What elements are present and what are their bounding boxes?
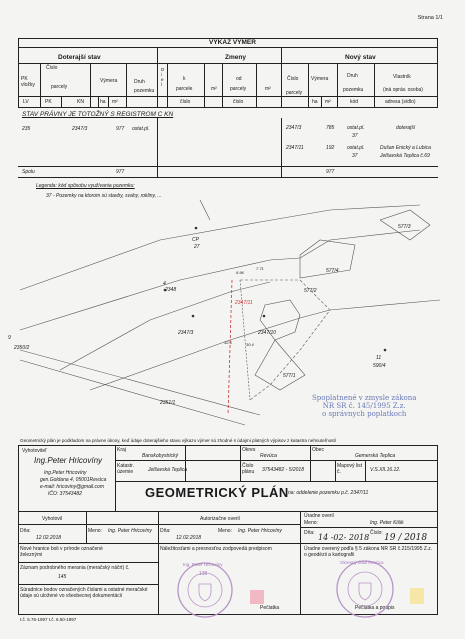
label-577-1: 577/1 bbox=[283, 373, 296, 379]
new-row2-parcela: 2347/11 bbox=[286, 145, 304, 151]
section-new: Nový stav bbox=[345, 54, 376, 61]
form-codes: t.č. 5.76-1997 t.č. 6.50-1997 bbox=[20, 617, 77, 622]
autorizacne-label: Autorizačne overil bbox=[200, 516, 240, 522]
label-9: 9 bbox=[8, 335, 11, 341]
uradne-meno-label: Meno: bbox=[304, 520, 318, 526]
hdr-m2: m² bbox=[112, 99, 118, 105]
uradne-text: Úradne overený podľa § 5 zákona NR SR č.215/1995 Z.z. o geodézii a kartografii bbox=[304, 546, 433, 558]
hdr-parcele: parcele bbox=[176, 86, 193, 92]
vyhotovil-dna-label: Dňa: bbox=[20, 528, 31, 534]
hdr-k: k bbox=[183, 76, 186, 82]
hdr-parcely-chg: parcely bbox=[230, 86, 247, 92]
hdr-pozemku-new: pozemku bbox=[343, 87, 364, 93]
cislo-value: 19 / 2018 bbox=[384, 533, 428, 543]
mapovy-list-label: Mapový list č. bbox=[337, 463, 363, 475]
hdr-m2-chg2: m² bbox=[265, 86, 271, 92]
row-m2: 977 bbox=[116, 126, 125, 132]
kraj-value: Banskobystrický bbox=[142, 453, 179, 459]
stamp-mark-right bbox=[410, 588, 424, 604]
new-row2-druh: ostat.pl. bbox=[347, 145, 365, 151]
uradne-label: Úradne overil bbox=[304, 513, 334, 519]
new-row2-adresa: Jelšavská Teplica č.69 bbox=[380, 153, 430, 159]
hdr-cislo-chg2: číslo bbox=[233, 99, 244, 105]
obec-value: Gemerská Teplica bbox=[355, 453, 396, 459]
autor-meno: Ing. Peter Hricovíny bbox=[238, 528, 282, 534]
new-row1-vlastnik: doterajší bbox=[396, 125, 416, 131]
new-boundaries-right: Náležitosťami a presnosťou zodpovedá predpisom bbox=[160, 546, 272, 552]
label-2347-11: 2347/11 bbox=[235, 300, 253, 306]
label-2347-3: 2347/3 bbox=[178, 330, 194, 336]
page-number: Strana 1/1 bbox=[417, 15, 443, 21]
katuz-label: Katastr. územie bbox=[117, 463, 134, 475]
autor-dna-label: Dňa: bbox=[160, 528, 171, 534]
vyhotovil-label: Vyhotovil bbox=[42, 516, 63, 522]
vyhotovil-meno-label: Meno: bbox=[88, 528, 102, 534]
katuz-value: Jelšavská Teplica bbox=[148, 467, 188, 473]
label-d3: 32.6 bbox=[224, 340, 232, 345]
new-row1-kod: 37 bbox=[352, 133, 358, 139]
sum-new: 977 bbox=[326, 169, 335, 175]
fee-stamp bbox=[312, 394, 416, 418]
vyhotovitel-line1: Ing.Peter Hricovíny bbox=[44, 470, 87, 476]
label-2347-10: 2347/10 bbox=[258, 330, 277, 336]
vyhotovitel-line3: e-mail: hricoviny@gmail.com bbox=[40, 484, 104, 490]
legend-title: Legenda: kód spôsobu využívania pozemku: bbox=[36, 183, 135, 189]
label-590-4: 590/4 bbox=[373, 363, 386, 369]
label-577-3: 577/3 bbox=[398, 224, 411, 230]
vyhotovitel-label: Vyhotoviteľ bbox=[22, 448, 47, 454]
fee-stamp-line1: Spoplatnené v zmysle zákona bbox=[312, 394, 417, 402]
obec-label: Obec bbox=[312, 447, 324, 453]
new-row2-m2: 192 bbox=[326, 145, 335, 151]
new-row1-druh: ostat.pl. bbox=[347, 125, 365, 131]
hdr-kn: KN bbox=[77, 99, 84, 105]
fee-stamp-line2: NR SR č. 145/1995 Z.z. bbox=[322, 402, 406, 410]
hdr-vlastnik: Vlastník bbox=[393, 74, 411, 80]
hdr-vlastnik-sub: (iná opráv. osoba) bbox=[383, 87, 423, 93]
hdr-druh-new: Druh bbox=[347, 73, 358, 79]
uradne-dna-label: Dňa: bbox=[304, 530, 315, 536]
registry-banner: STAV PRÁVNY JE TOTOŽNÝ S REGISTROM C KN bbox=[22, 111, 174, 118]
uradne-meno: Ing. Peter Kišik bbox=[370, 520, 404, 526]
hdr-m2-chg1: m² bbox=[211, 86, 217, 92]
section-existing: Doterajší stav bbox=[58, 54, 101, 61]
hdr-cislo-new: Číslo bbox=[287, 76, 299, 82]
label-2348: 2348 bbox=[165, 287, 177, 293]
hdr-parcely: parcely bbox=[51, 84, 68, 90]
label-2351-1: 2351/1 bbox=[160, 400, 176, 406]
zaznam-value: 145 bbox=[58, 574, 67, 580]
autor-date: 12.02.2018 bbox=[176, 535, 202, 541]
kraj-label: Kraj bbox=[117, 447, 126, 453]
label-d4: 30.4 bbox=[246, 342, 254, 347]
vyhotovitel-name: Ing.Peter Hricovíny bbox=[34, 456, 103, 465]
footer-note: Geometrický plán je podkladom na právne úkony, keď údaje doterajšieho stavu výkazu výmer sú zhodné s údajmi platných výpisov z katastra nehnuteľností bbox=[20, 438, 337, 443]
office-stamp bbox=[325, 558, 405, 620]
hdr-parcely-new: parcely bbox=[286, 90, 303, 96]
fee-stamp-line3: o správnych poplatkoch bbox=[322, 410, 407, 418]
plan-title: GEOMETRICKÝ PLÁN bbox=[145, 485, 289, 500]
hdr-adresa: adresa (sídlo) bbox=[385, 99, 416, 105]
vykaz-table bbox=[18, 38, 438, 108]
label-27: 27 bbox=[194, 244, 200, 250]
hdr-ha-new: ha bbox=[312, 99, 318, 105]
cislo-label: Číslo: bbox=[370, 530, 383, 536]
label-d1: 6.96 bbox=[236, 270, 244, 275]
vyhotovitel-line4: IČO: 37543482 bbox=[48, 491, 82, 497]
uradne-date: 14 -02- 2018 bbox=[318, 533, 370, 542]
hdr-ha: ha bbox=[100, 99, 106, 105]
suradnice-label: Súradnice bodov označených číslami a ostatné meračské údaje sú uložené vo všeobecnej dokumentácii bbox=[20, 587, 148, 599]
surveyor-stamp bbox=[165, 560, 245, 620]
label-577-2: 577/2 bbox=[304, 288, 317, 294]
okres-value: Revúca bbox=[260, 453, 277, 459]
peciatka-podpis-label: Pečiatka a podpis bbox=[355, 605, 395, 611]
label-2350-2: 2350/2 bbox=[14, 345, 30, 351]
vyhotovil-date: 12.02.2018 bbox=[36, 535, 62, 541]
hdr-m2-new: m² bbox=[325, 99, 331, 105]
cislo-planu-value: 37543482 - 5/2018 bbox=[262, 467, 304, 473]
hdr-cislo: Číslo bbox=[46, 65, 58, 71]
hdr-pk: PK bbox=[45, 99, 52, 105]
label-cp: CP bbox=[192, 237, 199, 243]
hdr-lv: LV bbox=[23, 99, 29, 105]
label-11: 11 bbox=[376, 355, 382, 361]
new-boundaries-label: Nové hranice boli v prírode označené železnými bbox=[20, 546, 103, 558]
new-row1-m2: 785 bbox=[326, 125, 335, 131]
mapovy-list-value: V.S.XII.16.12. bbox=[370, 467, 401, 473]
peciatka-label: Pečiatka bbox=[260, 605, 280, 611]
surveyor-stamp-text: Ing. Peter Hricovíny bbox=[183, 562, 223, 567]
row-lv: 235 bbox=[22, 126, 31, 132]
sum-existing: 977 bbox=[116, 169, 125, 175]
hdr-kod: kód bbox=[350, 99, 359, 105]
autor-meno-label: Meno: bbox=[218, 528, 232, 534]
office-stamp-text: Okresný úrad Revúca bbox=[340, 560, 384, 565]
vyhotovil-meno: Ing. Peter Hricovíny bbox=[108, 528, 152, 534]
hdr-od: od bbox=[236, 76, 242, 82]
new-row1-parcela: 2347/3 bbox=[286, 125, 302, 131]
hdr-pk-vlozky: PK vložky bbox=[21, 76, 35, 88]
new-row2-kod: 37 bbox=[352, 153, 358, 159]
cislo-planu-label: Číslo plánu bbox=[242, 463, 255, 475]
okres-label: Okres bbox=[242, 447, 256, 453]
surveyor-stamp-num: 138 bbox=[199, 571, 208, 577]
sum-label: Spolu bbox=[22, 169, 35, 175]
hdr-druh: Druh pozemku bbox=[134, 79, 155, 94]
row-druh: ostat.pl. bbox=[132, 126, 150, 132]
legend-item: 37 - Pozemky na ktorom sú stavby, svahy, rokliny, ... bbox=[46, 193, 162, 199]
row-kn: 2347/3 bbox=[72, 126, 88, 132]
hdr-cislo-chg1: číslo bbox=[180, 99, 191, 105]
label-577-4: 577/4 bbox=[326, 268, 339, 274]
hdr-vymera: Výmera bbox=[100, 78, 118, 84]
label-d2: 7.71 bbox=[256, 266, 264, 271]
vyhotovitel-line2: gen.Goldana 4, 05001Revúca bbox=[40, 477, 107, 483]
plan-purpose: na: oddelenie pozemku p.č. 2347/11 bbox=[288, 490, 369, 496]
new-row2-vlastnik: Dušan Enický a Lubica bbox=[380, 145, 431, 151]
label-4: 4 bbox=[163, 281, 166, 287]
hdr-vymera-new: Výmera bbox=[311, 76, 329, 82]
section-changes: Zmeny bbox=[225, 54, 246, 61]
vykaz-title: VÝKAZ VÝMER bbox=[209, 39, 256, 46]
zaznam-label: Záznam podrobného merania (meračský náčrt) č. bbox=[20, 565, 130, 571]
stamp-mark-left bbox=[250, 590, 264, 604]
hdr-diel: D i e l bbox=[161, 67, 165, 87]
